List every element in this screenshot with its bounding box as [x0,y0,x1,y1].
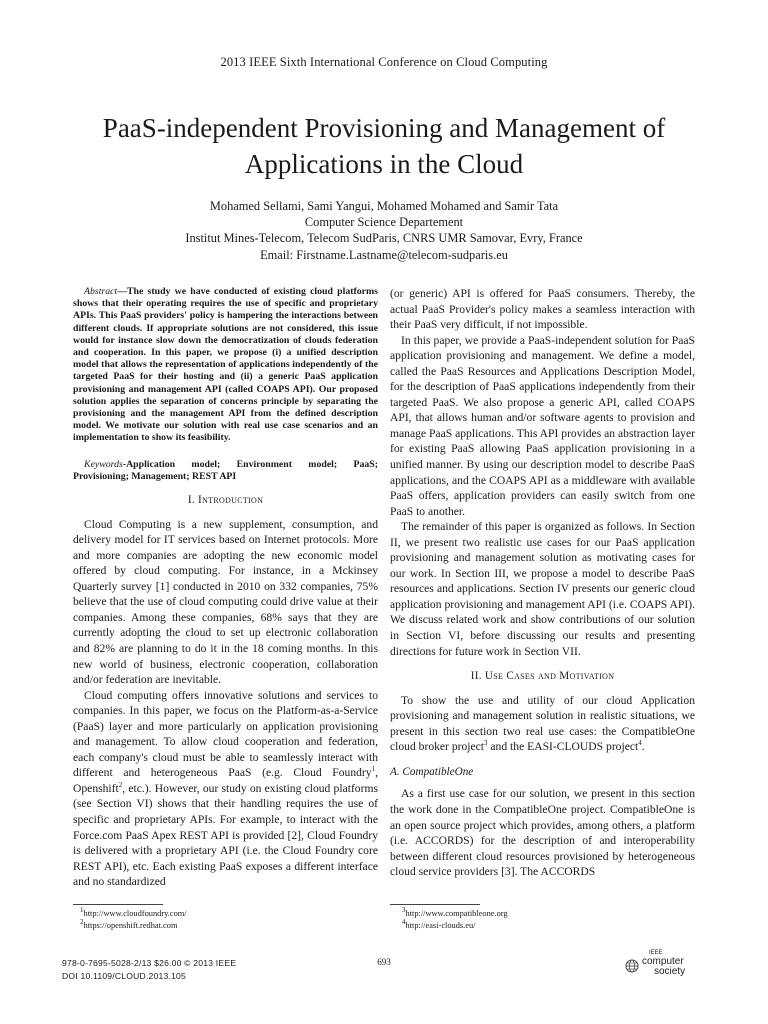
abstract-text: —The study we have conducted of existing cloud platforms shows that their operating requires the use of specific and proprietary APIs. This PaaS providers' policy is hampering the interactions between different clouds. If appropriate solutions are not considered, this issue would for instance slow down the democratization of clouds federation and cooperation. In this paper, we propose (i) a unified description model that allows the representation of applications independently of the targeted PaaS for their hosting and (ii) a generic PaaS application provisioning and management API (called COAPS API). Our proposed solution applies the separation of concerns principle by separating the provisioning and the management API from the defined description model. We motivate our solution with real use case scenarios and an implementation to show its feasibility. [73,286,378,444]
globe-icon [625,959,639,973]
footnote-3-number: 3 [402,906,406,915]
email: Email: Firstname.Lastname@telecom-sudparis.eu [260,247,508,262]
footnote-4-text: http://easi-clouds.eu/ [405,921,476,930]
footnote-3-text: http://www.compatibleone.org [405,909,508,918]
footnote-2-number: 2 [80,918,84,927]
footnote-3 [402,908,508,919]
subsection-heading-compatibleone: A. CompatibleOne [390,765,474,778]
title-line-1: PaaS-independent Provisioning and Management of [102,113,666,143]
keywords [73,459,378,483]
intro-p2-part-a: Cloud computing offers innovative solutions and services to companies. In this paper, we focus on the Platform-as-a-Service (PaaS) layer and more particularly on application provisioning and management. To allow cloud cooperation and federation, each company's cloud must be able to seamlessly interact with different and heterogeneous PaaS (e.g. Cloud Foundry [73,688,378,780]
isbn-line: 978-0-7695-5028-2/13 $26.00 © 2013 IEEE [62,958,237,968]
right-paragraph-1: (or generic) API is offered for PaaS consumers. Thereby, the actual PaaS Provider's policy makes a seamless interaction with their PaaS very difficult, if not impossible. [390,287,695,332]
right-paragraph-2: In this paper, we provide a PaaS-independent solution for PaaS application provisioning and management. We define a model, called the PaaS Resources and Applications Description Model, for the description of PaaS applications independently from their targeted PaaS. We also propose a generic API, called COAPS API, that allows human and/or software agents to provision and manage PaaS applications. This API provides an abstraction layer for existing PaaS allowing PaaS application provisioning in a unified manner. By using our description model to describe PaaS applications, and the COAPS API as a middleware with available PaaS offers, application providers can easily switch from one PaaS to another. [390,333,695,518]
use-p1-part-b: and the EASI-CLOUDS project [487,740,639,754]
footnote-1 [80,908,187,919]
intro-paragraph-2 [73,688,378,890]
intro-p2-part-c: , etc.). However, our study on existing cloud platforms (see Section VI) shows that their handling requires the use of specific and proprietary APIs. For example, to interact with the Force.com PaaS Apex REST API is provided [2], Cloud Foundry is delivered with a proprietary API (i.e. the Cloud Foundry core REST API), etc. Each existing PaaS exposes a different interface and no standardized [73,781,378,889]
page-number: 693 [377,957,391,967]
author-block [0,198,768,263]
intro-paragraph-1: Cloud Computing is a new supplement, consumption, and delivery model for IT services based on Internet protocols. More and more companies are adopting the new economic model offered by cloud computing. For instance, in a Mckinsey Quarterly survey [1] conducted in 2010 on 332 companies, 75% believe that the use of cloud computing could drive value at their companies. Among these companies, 68% says that they are currently adopting the cloud to set up electronic collaboration and 82% are planning to do it in the 18 coming months. In this new world of business, electronic cooperation, collaboration and/or federation are inevitable. [73,517,378,687]
logo-society: society [654,966,686,977]
department: Computer Science Departement [304,215,464,230]
title-line-2: Applications in the Cloud [244,149,524,179]
footnote-1-text: http://www.cloudfoundry.com/ [83,909,187,918]
use-p1-part-c: . [641,740,645,754]
right-column [390,286,695,880]
use-p1-part-a: To show the use and utility of our cloud Application provisioning and management solution in realistic situations, we present in this section two real use cases: the CompatibleOne cloud broker project [390,693,695,754]
intro-p2-part-b: , Openshift [73,766,378,795]
paper-title [60,110,708,182]
abstract-label: Abstract [84,286,118,297]
footnote-divider-left [73,904,163,905]
conference-header: 2013 IEEE Sixth International Conference on Cloud Computing [220,55,548,69]
logo-text [642,950,685,977]
logo-computer: computer [642,956,684,967]
authors: Mohamed Sellami, Sami Yangui, Mohamed Mohamed and Samir Tata [209,199,559,213]
institution: Institut Mines-Telecom, Telecom SudParis, CNRS UMR Samovar, Evry, France [185,231,583,246]
doi-line: DOI 10.1109/CLOUD.2013.105 [62,971,186,981]
compatibleone-paragraph: As a first use case for our solution, we present in this section the work done in the CompatibleOne project. CompatibleOne is an open source project which provides, among others, a platform (i.e. ACCORDS) for the description of and interoperability between different cloud resources provisioned by heterogeneous cloud service providers [3]. The ACCORDS [390,787,695,879]
abstract [73,286,378,445]
keywords-label: Keywords [84,458,123,470]
footnote-divider-right [390,904,480,905]
section-heading-use-cases: II. Use Cases and Motivation [470,670,615,683]
footnote-ref-3: 3 [484,739,488,748]
footnote-2 [80,920,177,931]
footnote-4 [402,920,476,931]
use-case-paragraph [390,693,695,755]
footnote-ref-1: 1 [371,765,376,774]
ieee-computer-society-logo [625,950,705,980]
right-paragraph-3: The remainder of this paper is organized as follows. In Section II, we present two realistic use cases for our PaaS application provisioning and management solution as motivating cases for our work. In Section III, we propose a model to describe PaaS resources and applications. Section IV presents our generic cloud application provisioning and management API (i.e. COAPS API). We discuss related work and show contributions of our solution in Section VI, before discussing our results and presenting directions for future work in Section VII. [390,520,695,658]
footnote-ref-4: 4 [638,739,642,748]
footnote-4-number: 4 [402,918,406,927]
footnote-2-text: https://openshift.redhat.com [83,921,178,930]
section-heading-introduction: I. Introduction [187,494,264,507]
footnote-ref-2: 2 [118,781,123,790]
keywords-text: -Application model; Environment model; PaaS; Provisioning; Management; REST API [73,458,378,482]
left-column [73,286,378,890]
footnote-1-number: 1 [80,906,84,915]
logo-ieee: IEEE [649,950,663,956]
